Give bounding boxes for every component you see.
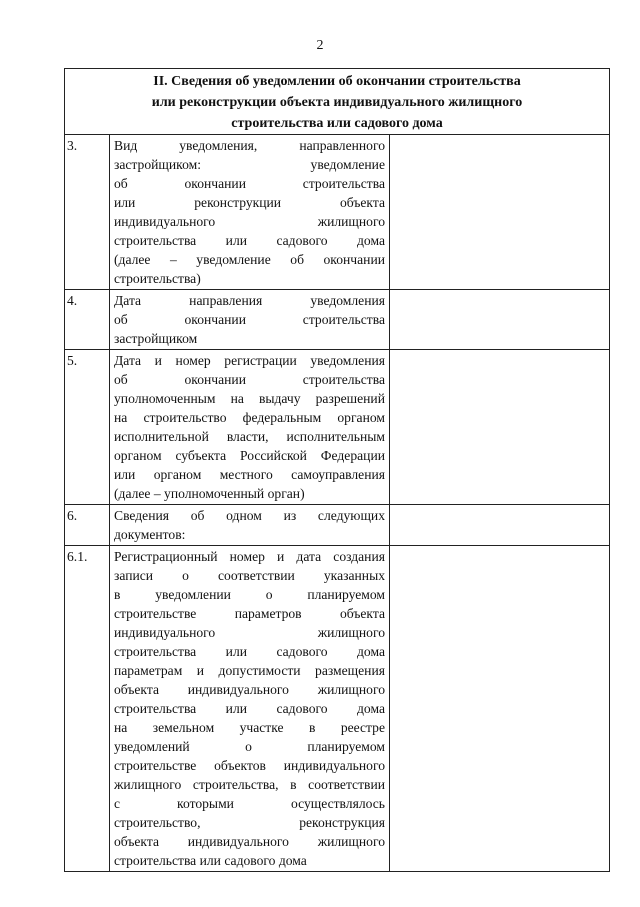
description-line: индивидуального жилищного: [114, 214, 385, 229]
description-line: строительства или садового дома: [114, 853, 307, 868]
table-row: [65, 135, 610, 290]
row-value-field: [390, 290, 610, 350]
description-line: строительстве объектов индивидуального: [114, 758, 385, 773]
section-header-row: [65, 69, 610, 135]
description-line: строительства): [114, 271, 201, 286]
description-line: исполнительной власти, исполнительным: [114, 429, 385, 444]
description-line: застройщиком: [114, 331, 198, 346]
section-title-line: строительства или садового дома: [231, 116, 443, 131]
row-number: 6.: [65, 505, 110, 546]
row-description: [110, 350, 390, 505]
row-number: 6.1.: [65, 546, 110, 872]
description-line: строительстве параметров объекта: [114, 606, 385, 621]
description-line: уполномоченным на выдачу разрешений: [114, 391, 385, 406]
table-row: [65, 546, 610, 872]
description-line: на земельном участке в реестре: [114, 720, 385, 735]
description-line: или органом местного самоуправления: [114, 467, 385, 482]
description-line: об окончании строительства: [114, 372, 385, 387]
description-line: об окончании строительства: [114, 176, 385, 191]
description-line: в уведомлении о планируемом: [114, 587, 385, 602]
description-line: строительства или садового дома: [114, 701, 385, 716]
description-line: документов:: [114, 527, 186, 542]
description-line: на строительство федеральным органом: [114, 410, 385, 425]
description-line: или реконструкции объекта: [114, 195, 385, 210]
section-title-line: II. Сведения об уведомлении об окончании строительства: [153, 74, 521, 89]
row-number: 4.: [65, 290, 110, 350]
description-line: жилищного строительства, в соответствии: [114, 777, 385, 792]
description-line: Сведения об одном из следующих: [114, 508, 385, 523]
description-line: (далее – уполномоченный орган): [114, 486, 305, 501]
description-line: записи о соответствии указанных: [114, 568, 385, 583]
description-line: параметрам и допустимости размещения: [114, 663, 385, 678]
description-line: Дата и номер регистрации уведомления: [114, 353, 385, 368]
table-row: [65, 505, 610, 546]
description-line: Регистрационный номер и дата создания: [114, 549, 385, 564]
page-number: 2: [316, 38, 324, 53]
description-line: объекта индивидуального жилищного: [114, 682, 385, 697]
row-description: [110, 505, 390, 546]
row-description: [110, 290, 390, 350]
description-line: Вид уведомления, направленного: [114, 138, 385, 153]
table-row: [65, 290, 610, 350]
description-line: (далее – уведомление об окончании: [114, 252, 385, 267]
row-number: 3.: [65, 135, 110, 290]
row-value-field: [390, 546, 610, 872]
row-value-field: [390, 350, 610, 505]
description-line: с которыми осуществлялось: [114, 796, 385, 811]
table-row: [65, 350, 610, 505]
description-line: органом субъекта Российской Федерации: [114, 448, 385, 463]
description-line: уведомлений о планируемом: [114, 739, 385, 754]
row-number: 5.: [65, 350, 110, 505]
description-line: Дата направления уведомления: [114, 293, 385, 308]
notification-table: [64, 68, 610, 872]
description-line: строительства или садового дома: [114, 233, 385, 248]
section-title: [65, 69, 610, 135]
description-line: объекта индивидуального жилищного: [114, 834, 385, 849]
section-title-line: или реконструкции объекта индивидуального жилищного: [151, 95, 523, 110]
row-value-field: [390, 135, 610, 290]
description-line: индивидуального жилищного: [114, 625, 385, 640]
row-value-field: [390, 505, 610, 546]
description-line: застройщиком: уведомление: [114, 157, 385, 172]
description-line: строительства или садового дома: [114, 644, 385, 659]
row-description: [110, 546, 390, 872]
description-line: строительство, реконструкция: [114, 815, 385, 830]
row-description: [110, 135, 390, 290]
description-line: об окончании строительства: [114, 312, 385, 327]
